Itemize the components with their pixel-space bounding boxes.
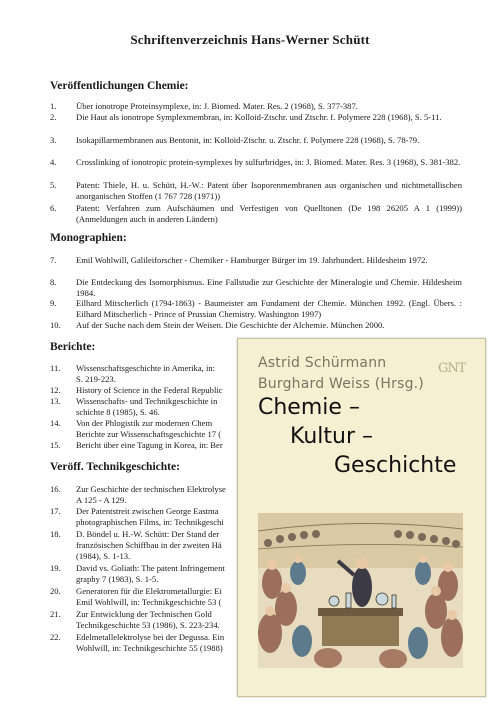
item-text: Zur Geschichte der technischen Elektrolyse bbox=[76, 484, 226, 494]
item-text: Die Entdeckung des Isomorphismus. Eine Fallstudie zur Geschichte der Mineralogie und Chemie. Hildesheim 1984. bbox=[76, 277, 462, 299]
item-text: Über ionotrope Proteinsymplexe, in: J. Biomed. Mater. Res. 2 (1968), S. 377-387. bbox=[76, 101, 358, 111]
item-text: Von der Phlogistik zur modernen Chem bbox=[76, 418, 213, 428]
item-number: 3. bbox=[50, 135, 57, 145]
item-text: Wissenschaftsgeschichte in Amerika, in: bbox=[76, 363, 216, 373]
item-number: 16. bbox=[50, 484, 61, 494]
item-text: photographischen Films, in: Technikgeschi bbox=[76, 517, 224, 527]
item-number: 1. bbox=[50, 101, 57, 111]
cover-author-1: Astrid Schürmann bbox=[258, 355, 387, 371]
item-text: S. 219-223. bbox=[76, 374, 116, 384]
list-item bbox=[50, 298, 462, 320]
list-item bbox=[50, 180, 462, 202]
section-heading-technikgeschichte: Veröff. Technikgeschichte: bbox=[50, 461, 180, 473]
item-number: 15. bbox=[50, 440, 61, 450]
item-text: Emil Wohlwill, in: Technikgeschichte 53 ( bbox=[76, 597, 222, 607]
item-number: 2. bbox=[50, 112, 57, 122]
list-item bbox=[50, 320, 462, 331]
item-text: Edelmetallelektrolyse bei der Degussa. Ein bbox=[76, 632, 225, 642]
item-number: 7. bbox=[50, 255, 57, 265]
item-number: 11. bbox=[50, 363, 61, 373]
book-cover bbox=[237, 338, 486, 697]
item-number: 22. bbox=[50, 632, 61, 642]
item-number: 9. bbox=[50, 298, 57, 308]
list-item bbox=[50, 255, 462, 266]
item-text: Isokapillarmembranen aus Bentonit, in: Kolloid-Ztschr. u. Ztschr. f. Polymere 228 (1968), S. 78-79. bbox=[76, 135, 420, 145]
cover-title-line-3: Geschichte bbox=[334, 453, 457, 478]
cover-authors bbox=[258, 353, 448, 395]
list-item bbox=[50, 203, 462, 225]
item-text: Auf der Suche nach dem Stein der Weisen. Die Geschichte der Alchemie. München 2000. bbox=[76, 320, 385, 330]
section-heading-chemie: Veröffentlichungen Chemie: bbox=[50, 80, 189, 92]
item-text: Der Patentstreit zwischen George Eastma bbox=[76, 506, 219, 516]
cover-author-2: Burghard Weiss (Hrsg.) bbox=[258, 376, 424, 392]
item-text: Berichte zur Wissenschaftsgeschichte 17 ( bbox=[76, 429, 222, 439]
publisher-logo: GNT bbox=[438, 361, 466, 376]
section-heading-berichte: Berichte: bbox=[50, 341, 96, 353]
item-number: 14. bbox=[50, 418, 61, 428]
list-item bbox=[50, 277, 462, 299]
item-text: französischen Schiffbau in der zweiten Hä bbox=[76, 540, 222, 550]
item-text: schichte 8 (1985), S. 46. bbox=[76, 407, 160, 417]
item-text: (1984), S. 1-13. bbox=[76, 551, 131, 561]
item-text: Patent: Thiele, H. u. Schütt, H.-W.: Patent über Isoporenmembranen aus organischen und nichtmetallischen anorganischen Stoffen (1 767 728 (1971)) bbox=[76, 180, 462, 202]
item-number: 8. bbox=[50, 277, 57, 287]
item-text: Die Haut als ionotrope Symplexmembran, in: Kolloid-Ztschr. und Ztschr. f. Polymere 228 (1968), S. 5-11. bbox=[76, 112, 442, 122]
document-title: Schriftenverzeichnis Hans-Werner Schütt bbox=[130, 32, 370, 47]
item-number: 17. bbox=[50, 506, 61, 516]
item-text: Emil Wohlwill, Galileiforscher - Chemiker - Hamburger Bürger im 19. Jahrhundert. Hildesheim 1972. bbox=[76, 255, 428, 265]
item-number: 21. bbox=[50, 609, 61, 619]
item-text: Technikgeschichte 53 (1986), S. 223-234. bbox=[76, 620, 220, 630]
item-text: A 125 - A 129. bbox=[76, 495, 127, 505]
item-number: 6. bbox=[50, 203, 57, 213]
item-text: History of Science in the Federal Republic bbox=[76, 385, 223, 395]
list-item bbox=[50, 135, 462, 146]
cover-title-line-2: Kultur – bbox=[290, 424, 373, 449]
list-item bbox=[50, 112, 462, 123]
item-text: graphy 7 (1983), S. 1-5. bbox=[76, 574, 159, 584]
cover-title-line-1: Chemie – bbox=[258, 395, 360, 420]
lecture-scene-icon bbox=[258, 513, 463, 668]
item-number: 19. bbox=[50, 563, 61, 573]
item-number: 5. bbox=[50, 180, 57, 190]
item-number: 20. bbox=[50, 586, 61, 596]
list-item bbox=[50, 157, 462, 168]
item-text: David vs. Goliath: The patent Infringement bbox=[76, 563, 225, 573]
item-number: 13. bbox=[50, 396, 61, 406]
item-number: 12. bbox=[50, 385, 61, 395]
item-number: 4. bbox=[50, 157, 57, 167]
item-text: Zur Entwicklung der Technischen Gold bbox=[76, 609, 212, 619]
item-text: D. Böndel u. H.-W. Schütt: Der Stand der bbox=[76, 529, 220, 539]
item-number: 10. bbox=[50, 320, 61, 330]
item-text: Wohlwill, in: Technikgeschichte 55 (1988) bbox=[76, 643, 223, 653]
item-text: Patent: Verfahren zum Aufschäumen und Verfestigen von Quelltonen (De 198 26205 A 1 (1999)) (Anmeldungen auch in anderen Ländern) bbox=[76, 203, 462, 225]
item-text: Bericht über eine Tagung in Korea, in: Ber bbox=[76, 440, 223, 450]
item-text: Generatoren für die Elektrometallurgie: Ei bbox=[76, 586, 222, 596]
item-text: Crosslinking of ionotropic protein-symplexes by sulfurbridges, in: J. Biomed. Mater. Res. 3 (1968), S. 381-382. bbox=[76, 157, 461, 167]
item-text: Wissenschafts- und Technikgeschichte in bbox=[76, 396, 218, 406]
list-item bbox=[50, 101, 462, 112]
item-text: Eilhard Mitscherlich (1794-1863) - Baumeister am Fundament der Chemie. München 1992. (Engl. Übers. : Eilhard Mitscherlich - Prince of Prussian Chemistry. Washington 1997) bbox=[76, 298, 462, 320]
item-number: 18. bbox=[50, 529, 61, 539]
section-heading-monographien: Monographien: bbox=[50, 232, 127, 244]
